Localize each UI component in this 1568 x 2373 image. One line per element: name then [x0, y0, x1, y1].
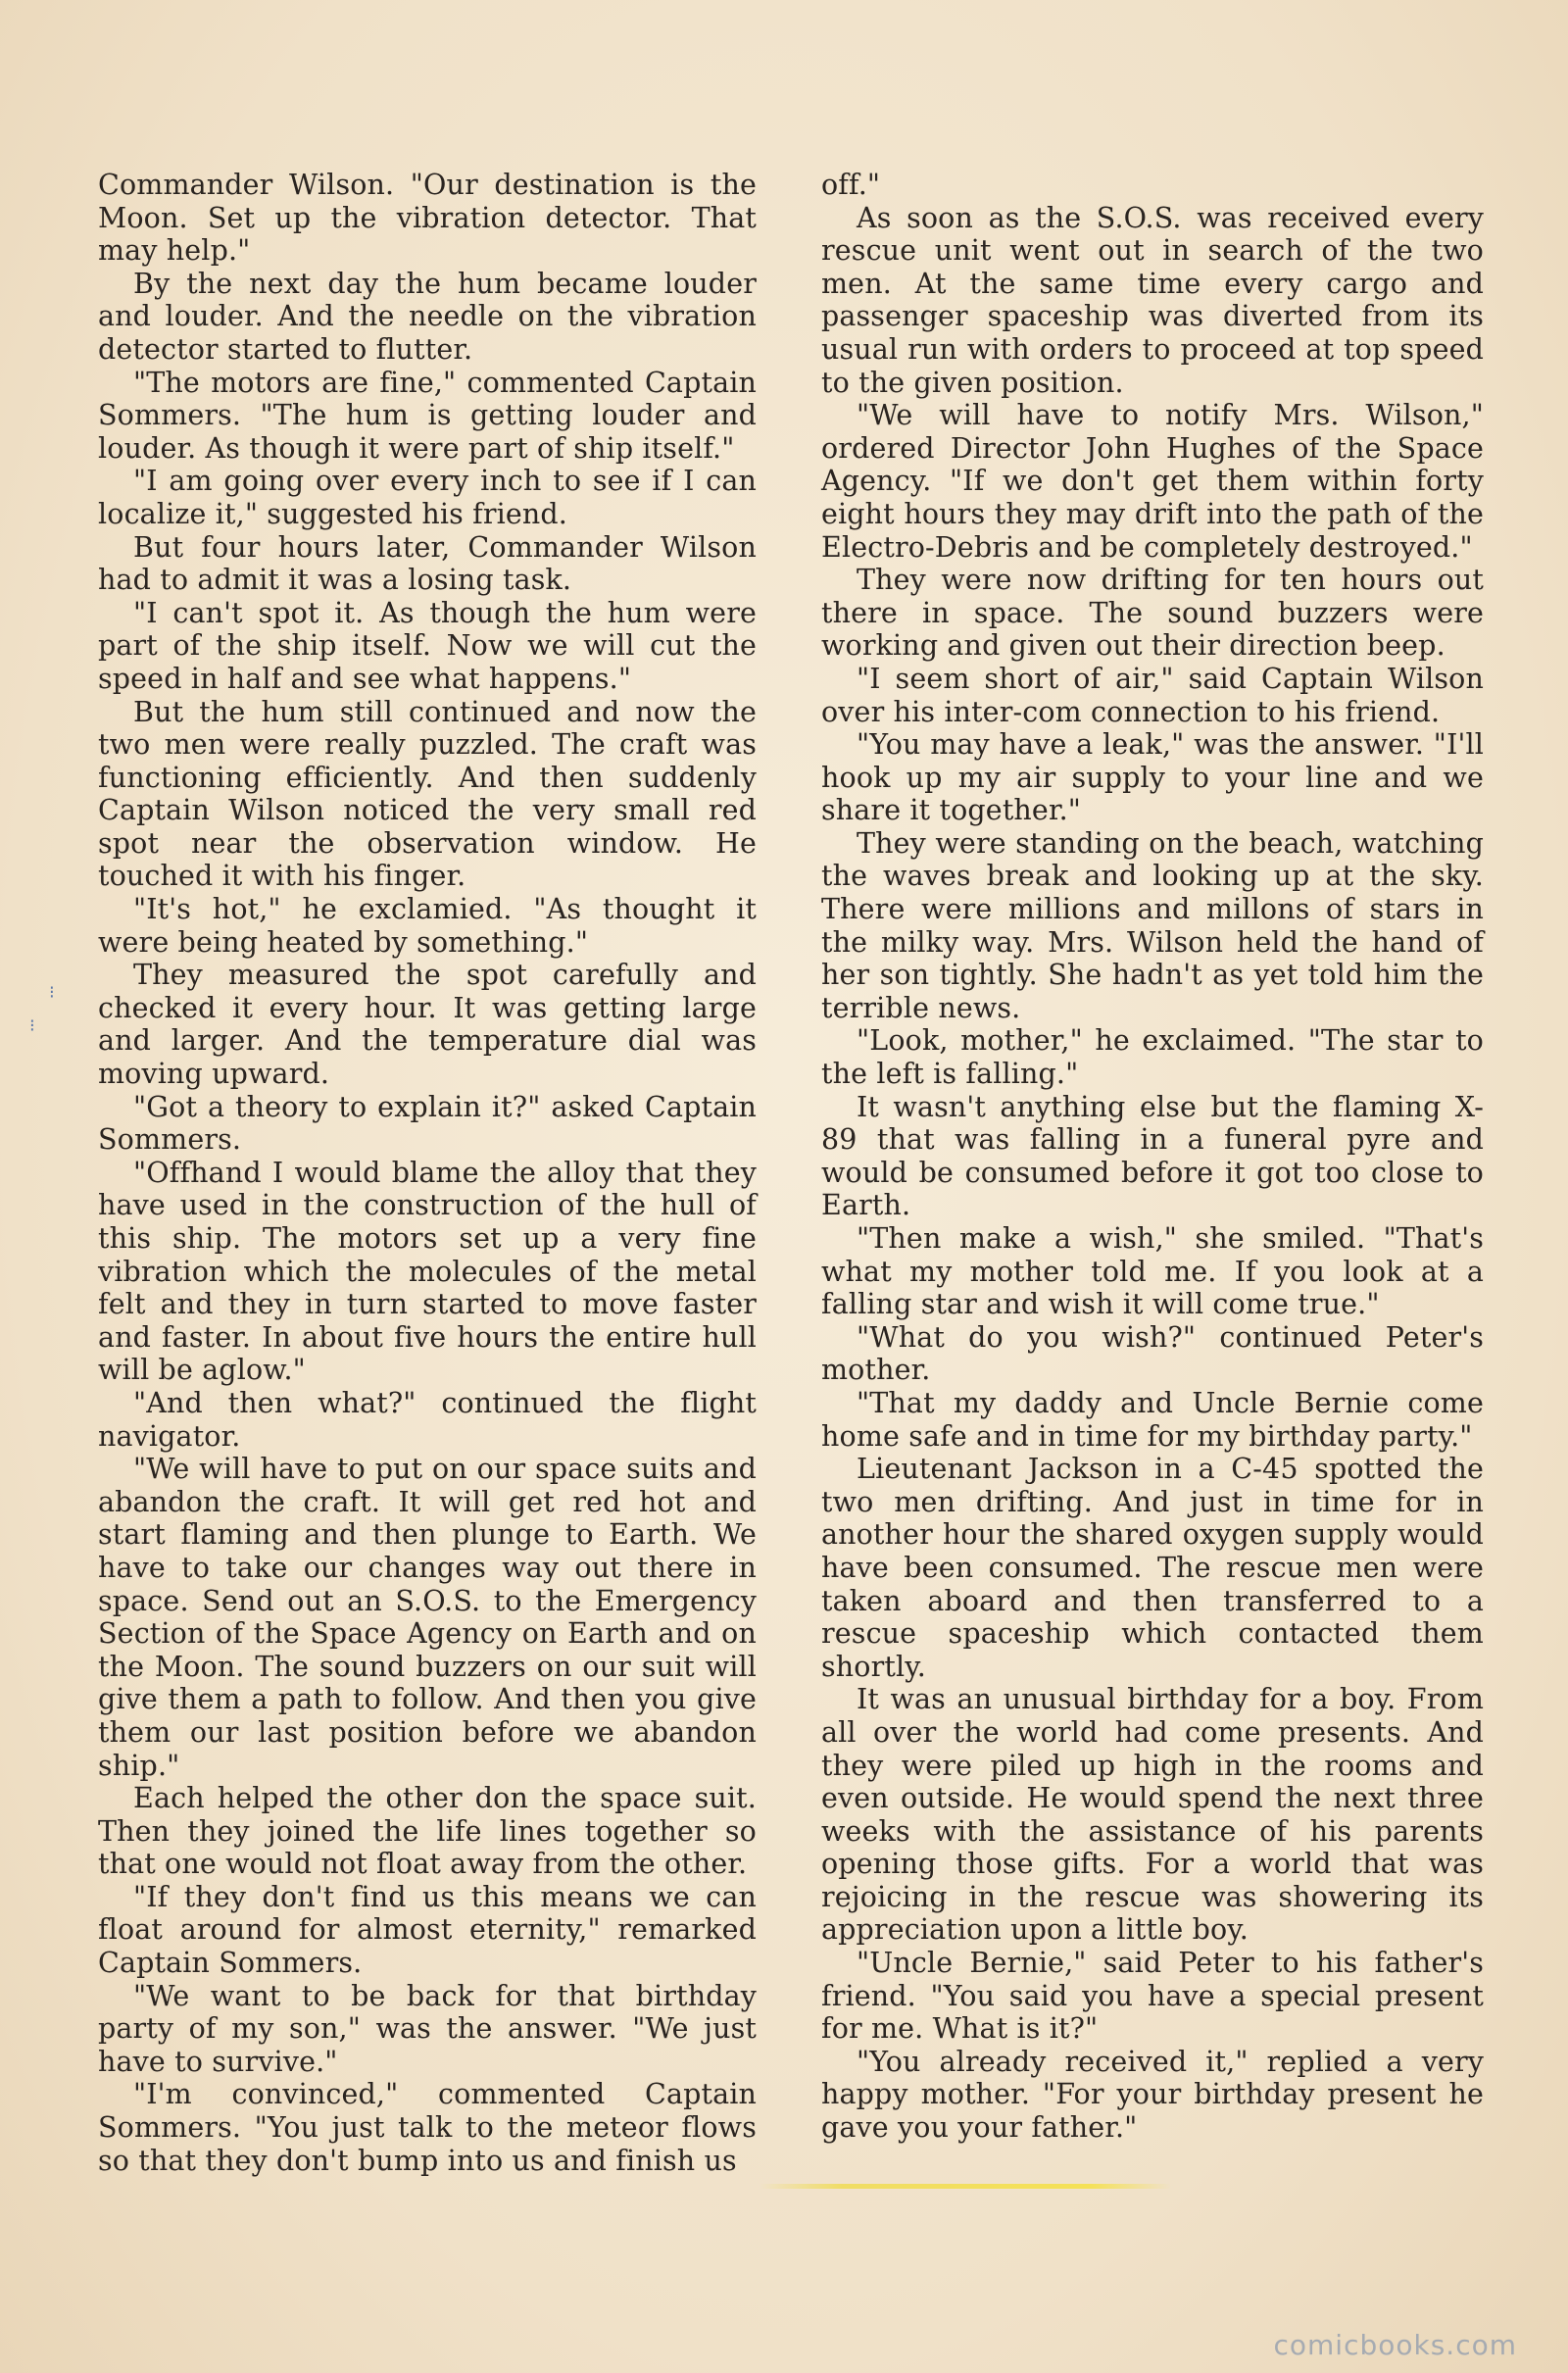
story-paragraph: "What do you wish?" continued Peter's mother.: [821, 1320, 1484, 1387]
story-paragraph: Each helped the other don the space suit. Then they joined the life lines together so that one would not float away from the other.: [98, 1782, 757, 1881]
story-paragraph: But four hours later, Commander Wilson had to admit it was a losing task.: [98, 530, 757, 597]
margin-blue-mark: ⁝: [49, 982, 55, 1003]
story-paragraph: "Got a theory to explain it?" asked Captain Sommers.: [98, 1090, 757, 1157]
story-paragraph: "We will have to notify Mrs. Wilson," ordered Director John Hughes of the Space Agency. "If we don't get them within forty eight hours they may drift into the path of the Electro-Debris and be completely destroyed.": [821, 399, 1484, 564]
story-paragraph: Commander Wilson. "Our destination is the Moon. Set up the vibration detector. That may help.": [98, 169, 757, 268]
story-paragraph: Lieutenant Jackson in a C-45 spotted the two men drifting. And just in time for in another hour the shared oxygen supply would have been consumed. The rescue men were taken aboard and then transferred to a rescue spaceship which contacted them shortly.: [821, 1453, 1484, 1683]
story-paragraph: "I am going over every inch to see if I can localize it," suggested his friend.: [98, 465, 757, 530]
story-paragraph: They were standing on the beach, watching the waves break and looking up at the sky. There were millions and millons of stars in the milky way. Mrs. Wilson held the hand of her son tightly. She hadn't as yet told him the terrible news.: [821, 826, 1484, 1024]
story-paragraph: "We will have to put on our space suits and abandon the craft. It will get red hot and start flaming and then plunge to Earth. We have to take our changes way out there in space. Send out an S.O.S. to the Emergency Section of the Space Agency on Earth and on the Moon. The sound buzzers on our suit will give them a path to follow. And then you give them our last position before we abandon ship.": [98, 1453, 757, 1782]
story-paragraph: "Offhand I would blame the alloy that they have used in the construction of the hull of this ship. The motors set up a very fine vibration which the molecules of the metal felt and they in turn started to move faster and faster. In about five hours the entire hull will be aglow.": [98, 1156, 757, 1387]
story-paragraph: off.": [821, 169, 881, 201]
story-paragraph: "It's hot," he exclamied. "As thought it were being heated by something.": [98, 893, 757, 959]
story-paragraph: "Then make a wish," she smiled. "That's what my mother told me. If you look at a falling star and wish it will come true.": [821, 1222, 1484, 1321]
story-paragraph: It wasn't anything else but the flaming X-89 that was falling in a funeral pyre and would be consumed before it got too close to Earth.: [821, 1090, 1484, 1222]
margin-blue-mark: ⁝: [29, 1015, 35, 1036]
story-paragraph: As soon as the S.O.S. was received every rescue unit went out in search of the two men. At the same time every cargo and passenger spaceship was diverted from its usual run with orders to proceed at top speed to the given position.: [821, 201, 1484, 399]
story-paragraph: By the next day the hum became louder and louder. And the needle on the vibration detector started to flutter.: [98, 267, 757, 366]
story-paragraph: They measured the spot carefully and checked it every hour. It was getting large and larger. And the temperature dial was moving upward.: [98, 959, 757, 1091]
story-paragraph: "If they don't find us this means we can float around for almost eternity," remarked Captain Sommers.: [98, 1880, 757, 1980]
story-paragraph: "And then what?" continued the flight navigator.: [98, 1386, 757, 1453]
watermark: comicbooks.com: [1273, 2329, 1517, 2361]
story-paragraph: They were now drifting for ten hours out there in space. The sound buzzers were working and given out their direction beep.: [821, 564, 1484, 663]
story-paragraph: "Look, mother," he exclaimed. "The star to the left is falling.": [821, 1024, 1484, 1091]
story-paragraph: "I'm convinced," commented Captain Sommers. "You just talk to the meteor flows so that they don't bump into us and finish us: [98, 2078, 757, 2177]
story-paragraph: "The motors are fine," commented Captain Sommers. "The hum is getting louder and louder. As though it were part of ship itself.": [98, 366, 757, 465]
story-paragraph: "I seem short of air," said Captain Wilson over his inter-com connection to his friend.: [821, 662, 1484, 728]
story-paragraph: "You may have a leak," was the answer. "I'll hook up my air supply to your line and we share it together.": [821, 728, 1484, 827]
story-paragraph: But the hum still continued and now the two men were really puzzled. The craft was functioning efficiently. And then suddenly Captain Wilson noticed the very small red spot near the observation window. He touched it with his finger.: [98, 695, 757, 893]
right-text-column: [821, 169, 1484, 2145]
story-paragraph: "I can't spot it. As though the hum were part of the ship itself. Now we will cut the speed in half and see what happens.": [98, 596, 757, 695]
story-paragraph: It was an unusual birthday for a boy. From all over the world had come presents. And they were piled up high in the rooms and even outside. He would spend the next three weeks with the assistance of his parents opening those gifts. For a world that was rejoicing in the rescue was showering its appreciation upon a little boy.: [821, 1683, 1484, 1947]
story-paragraph: "We want to be back for that birthday party of my son," was the answer. "We just have to survive.": [98, 1979, 757, 2078]
left-text-column: [98, 169, 757, 2177]
story-paragraph: "That my daddy and Uncle Bernie come home safe and in time for my birthday party.": [821, 1386, 1484, 1453]
story-paragraph: "Uncle Bernie," said Peter to his father's friend. "You said you have a special present for me. What is it?": [821, 1947, 1484, 2046]
story-paragraph: "You already received it," replied a very happy mother. "For your birthday present he gave you your father.": [821, 2045, 1484, 2145]
yellow-highlight-stripe: [760, 2184, 1171, 2189]
